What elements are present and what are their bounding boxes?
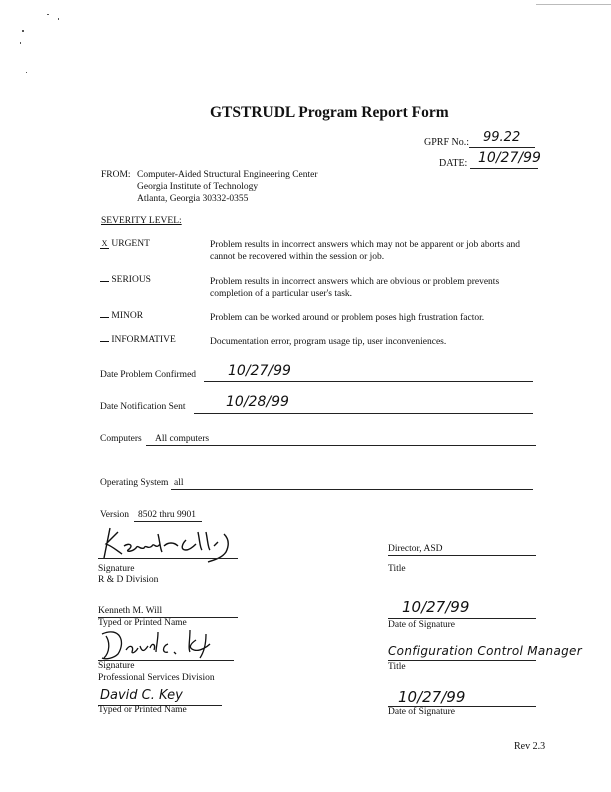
revision-label: Rev 2.3 [514, 741, 546, 752]
severity-heading: SEVERITY LEVEL: [101, 216, 182, 226]
rd-signature-label: Signature [98, 564, 135, 574]
psd-date-value: 10/27/99 [398, 688, 466, 706]
rd-date-label: Date of Signature [388, 620, 456, 630]
psd-division: Professional Services Division [98, 673, 215, 683]
gprf-number: 99.22 [483, 130, 521, 145]
rd-printed-name-label: Typed or Printed Name [98, 618, 187, 628]
date-underline [470, 168, 538, 169]
confirmed-underline [204, 381, 533, 382]
scan-speck [20, 42, 21, 44]
severity-serious-desc: Problem results in incorrect answers which are obvious or problem prevents completion of a particular user's task. [210, 277, 500, 299]
scan-speck [22, 30, 24, 32]
os-value[interactable]: all [174, 478, 184, 488]
scan-speck [26, 72, 27, 73]
severity-urgent-checkbox[interactable] [100, 239, 150, 249]
scan-speck [58, 18, 59, 20]
confirmed-value[interactable]: 10/27/99 [228, 363, 291, 379]
scan-edge-line [536, 4, 611, 5]
psd-signature [96, 618, 226, 663]
severity-informative-checkbox[interactable] [100, 335, 176, 345]
severity-informative-mark [100, 341, 109, 342]
rd-printed-name: Kenneth M. Will [98, 606, 163, 616]
rd-date-line [388, 618, 536, 619]
severity-minor-checkbox[interactable] [100, 311, 143, 321]
from-label: FROM: [101, 170, 131, 180]
severity-minor-desc: Problem can be worked around or problem poses high frustration factor. [210, 313, 485, 323]
psd-title-line [388, 660, 536, 661]
os-label: Operating System [100, 478, 169, 488]
rd-title-line [388, 555, 536, 556]
rd-signature-line [98, 558, 238, 559]
version-underline [134, 521, 202, 522]
form-title: GTSTRUDL Program Report Form [210, 104, 449, 121]
psd-printed-name-label: Typed or Printed Name [98, 705, 187, 715]
rd-title-label: Title [388, 564, 406, 574]
severity-urgent-mark: X [101, 239, 108, 248]
computers-value[interactable]: All computers [155, 434, 210, 444]
severity-serious-checkbox[interactable] [100, 275, 151, 285]
rd-title-value: Director, ASD [388, 544, 443, 554]
severity-urgent-label: URGENT [111, 239, 150, 249]
gprf-underline [469, 147, 535, 148]
severity-serious-label: SERIOUS [111, 275, 151, 285]
notification-underline [194, 413, 533, 414]
version-label: Version [100, 510, 130, 520]
psd-printed-name: David C. Key [100, 688, 183, 703]
severity-serious-mark [100, 281, 109, 282]
from-line-1: Computer-Aided Structural Engineering Center [137, 170, 318, 180]
scan-speck [47, 14, 49, 15]
gprf-label: GPRF No.: [424, 137, 470, 148]
confirmed-label: Date Problem Confirmed [100, 370, 197, 380]
rd-division: R & D Division [98, 575, 159, 585]
severity-minor-mark [100, 317, 109, 318]
psd-date-label: Date of Signature [388, 707, 456, 717]
severity-informative-label: INFORMATIVE [111, 335, 176, 345]
from-line-3: Atlanta, Georgia 30332-0355 [137, 194, 249, 204]
psd-signature-label: Signature [98, 661, 135, 671]
severity-informative-desc: Documentation error, program usage tip, user inconveniences. [210, 337, 447, 347]
version-value[interactable]: 8502 thru 9901 [138, 510, 197, 520]
computers-label: Computers [100, 434, 142, 444]
psd-title-label: Title [388, 662, 406, 672]
severity-minor-label: MINOR [111, 311, 144, 321]
rd-date-value: 10/27/99 [402, 598, 470, 616]
os-underline [171, 489, 533, 490]
date-value: 10/27/99 [478, 150, 541, 166]
computers-underline [146, 445, 536, 446]
notification-label: Date Notification Sent [100, 402, 186, 412]
severity-urgent-desc: Problem results in incorrect answers which may not be apparent or job aborts and cannot be recovered within the session or job. [210, 240, 520, 262]
psd-title-value: Configuration Control Manager [388, 644, 582, 658]
notification-value[interactable]: 10/28/99 [226, 394, 289, 410]
date-label: DATE: [439, 158, 468, 169]
from-line-2: Georgia Institute of Technology [137, 182, 259, 192]
